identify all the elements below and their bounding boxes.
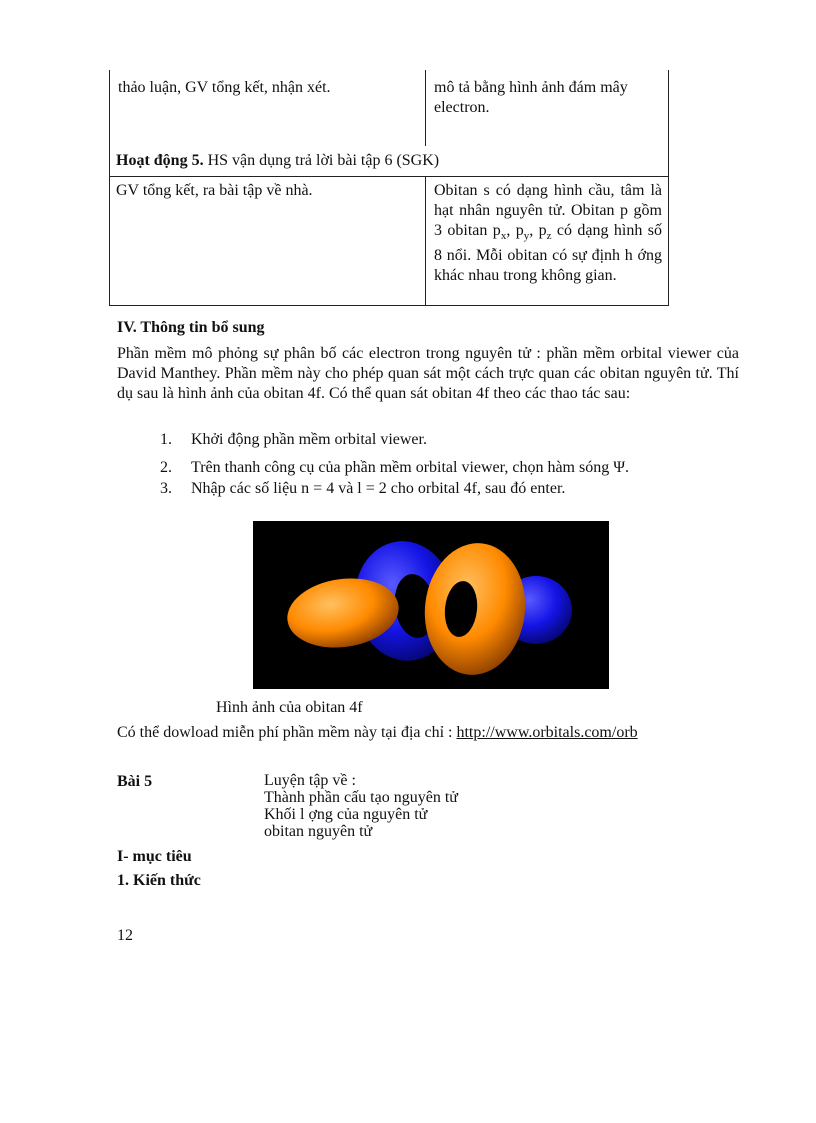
separator-1: , p xyxy=(506,222,524,239)
subscript-x: x xyxy=(500,230,507,243)
activity-5-label: Hoạt động 5. xyxy=(116,152,204,169)
orbital-4f-image xyxy=(253,521,609,689)
lesson-5-topic-4: obitan nguyên tử xyxy=(264,823,373,840)
lesson-5-topics xyxy=(264,772,458,840)
step-3-text: Nhập các số liệu n = 4 và l = 2 cho orbital 4f, sau đó enter. xyxy=(191,480,566,497)
activity-5-text: HS vận dụng trả lời bài tập 6 (SGK) xyxy=(203,152,440,169)
orbital-description-part-b: có dạng hình số 8 nổi. Mỗi obitan có sự định h ớng khác nhau trong không gian. xyxy=(434,222,663,285)
download-line xyxy=(117,723,638,743)
knowledge-subheading: 1. Kiến thức xyxy=(117,872,201,889)
step-1-number: 1. xyxy=(160,431,172,448)
table-divider-bottom xyxy=(425,176,426,306)
subscript-z: z xyxy=(546,230,552,243)
lesson-5-topic-1: Luyện tập về : xyxy=(264,772,356,789)
lesson-table xyxy=(109,70,669,306)
section-4-heading: IV. Thông tin bổ sung xyxy=(117,319,265,336)
orbital-4f-graphic xyxy=(253,521,609,689)
orbital-description-part-a: Obitan s có dạng hình cầu, tâm là hạt nhân nguyên tử. Obitan p gồm 3 obitan p xyxy=(434,182,662,239)
download-prefix: Có thể dowload miễn phí phần mềm này tại địa chỉ : xyxy=(117,724,457,741)
table-cell-r3-left: GV tổng kết, ra bài tập về nhà. xyxy=(116,182,313,199)
table-cell-r1-left: thảo luận, GV tổng kết, nhận xét. xyxy=(118,79,331,96)
lesson-5-label: Bài 5 xyxy=(117,773,153,790)
objectives-heading: I- mục tiêu xyxy=(117,848,192,865)
step-2-text: Trên thanh công cụ của phần mềm orbital viewer, chọn hàm sóng Ψ. xyxy=(191,459,630,476)
download-link[interactable]: http://www.orbitals.com/orb xyxy=(456,724,638,741)
table-rule-1 xyxy=(110,176,668,177)
subscript-y: y xyxy=(523,230,530,243)
separator-2: , p xyxy=(529,222,547,239)
step-3-number: 3. xyxy=(160,480,172,497)
activity-5-row xyxy=(116,151,664,171)
section-4-paragraph: Phần mềm mô phỏng sự phân bố các electron trong nguyên tử : phần mềm orbital viewer của David Manthey. Phần mềm này cho phép quan sát một cách trực quan các obitan nguyên tử. Thí dụ sau là hình ảnh của obitan 4f. Có thể quan sát obitan 4f theo các thao tác sau: xyxy=(117,345,739,402)
lesson-5-topic-3: Khối l ợng của nguyên tử xyxy=(264,806,428,823)
table-divider-top xyxy=(425,70,426,146)
table-cell-r1-right: mô tả bằng hình ảnh đám mây electron. xyxy=(434,79,628,116)
step-1-text: Khởi động phần mềm orbital viewer. xyxy=(191,431,427,448)
step-2-number: 2. xyxy=(160,459,172,476)
lesson-5-topic-2: Thành phần cấu tạo nguyên tử xyxy=(264,789,458,806)
page-number: 12 xyxy=(117,927,133,944)
table-cell-r3-right xyxy=(434,181,662,286)
orbital-caption: Hình ảnh của obitan 4f xyxy=(216,699,363,716)
